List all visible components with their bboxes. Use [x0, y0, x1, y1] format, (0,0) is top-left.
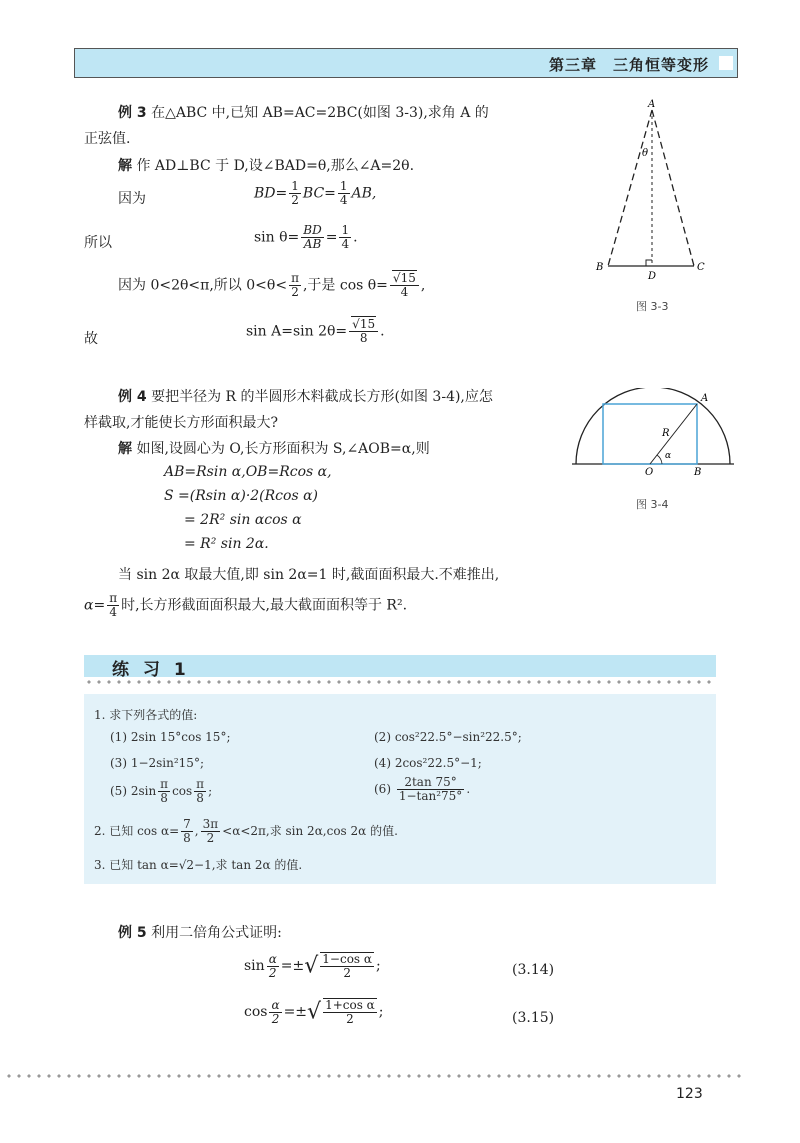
i6-frac-num: 2tan 75° — [397, 776, 464, 790]
example4-sol-label: 解 — [118, 441, 132, 457]
q2-frac1 — [181, 818, 193, 845]
example3-label: 例 3 — [118, 105, 147, 121]
bd-frac2-num: 1 — [339, 179, 348, 193]
bd-frac2-den: 4 — [339, 193, 348, 208]
sin-lhs: sin θ= — [254, 229, 300, 246]
f1-radicand-num: 1−cos α — [322, 952, 373, 966]
example3-sinA-equation — [246, 318, 385, 345]
figure-3-3-triangle — [590, 96, 720, 286]
exercise-q3: 3. 已知 tan α=√2−1,求 tan 2α 的值. — [94, 858, 303, 872]
i6-frac — [397, 776, 464, 803]
bd-frac1-num: 1 — [291, 179, 299, 193]
example3-sol-label: 解 — [118, 158, 132, 174]
label-a4: A — [701, 393, 709, 404]
i5-pre: (5) 2sin — [110, 784, 157, 799]
sinA-frac-den: 8 — [359, 331, 368, 346]
figure-3-4-semicircle — [568, 388, 738, 480]
exercise-item6 — [374, 776, 470, 803]
f1-eq: =± — [280, 958, 305, 975]
angle-alpha-arc — [657, 455, 662, 464]
c2-rest: 时,长方形截面面积最大,最大截面面积等于 R². — [121, 597, 408, 614]
sinA-frac — [349, 318, 378, 345]
formula-number-3-15: (3.15) — [512, 1010, 555, 1026]
bd-frac1-den: 2 — [291, 193, 299, 208]
figure-3-3-caption: 图 3-3 — [636, 300, 669, 313]
example3-range-line — [118, 272, 425, 299]
exercise-item1: (1) 2sin 15°cos 15°; — [110, 730, 231, 744]
label-alpha: α — [665, 451, 672, 461]
i5-frac1-den: 8 — [160, 791, 168, 806]
example4-prompt: 要把半径为 R 的半圆形木料截成长方形(如图 3-4),应怎 — [151, 389, 493, 405]
label-theta: θ — [642, 148, 649, 159]
bd-lhs: BD= — [254, 185, 288, 202]
example4-line2: S =(Rsin α)·2(Rcos α) — [164, 488, 318, 504]
label-r: R — [662, 428, 670, 439]
cos-frac-den: 4 — [400, 285, 409, 300]
example4-line1: AB=Rsin α,OB=Rcos α, — [164, 464, 332, 480]
figure-3-4-caption: 图 3-4 — [636, 498, 669, 511]
range-text: 因为 0<2θ<π,所以 0<θ< — [118, 277, 288, 294]
example3-solution-line — [118, 155, 414, 175]
sin-frac2 — [339, 224, 351, 251]
formula-number-3-14: (3.14) — [512, 962, 555, 978]
example3-sin-equation — [254, 224, 358, 251]
f2-radicand-frac — [323, 998, 377, 1026]
f1-radicand-den: 2 — [343, 966, 351, 981]
right-angle-mark — [646, 260, 652, 266]
i6-end: . — [466, 782, 471, 797]
f1-half-frac — [267, 953, 279, 980]
example5-prompt: 利用二倍角公式证明: — [151, 925, 282, 941]
example3-sol: 作 AD⊥BC 于 D,设∠BAD=θ,那么∠A=2θ. — [136, 158, 415, 174]
i5-frac2-den: 8 — [196, 791, 204, 806]
exercise-box — [84, 694, 716, 884]
example3-therefore: 故 — [84, 331, 98, 347]
exercise-dotted-divider — [84, 680, 716, 684]
q2-frac2-den: 2 — [206, 831, 215, 846]
sin-frac2-den: 4 — [341, 237, 350, 252]
f2-half-den: 2 — [271, 1011, 280, 1026]
q2-rest: <α<2π,求 sin 2α,cos 2α 的值. — [222, 824, 398, 839]
example3-prompt-line — [118, 102, 489, 122]
sin-frac2-num: 1 — [341, 223, 350, 237]
f1-radical: √ — [304, 953, 319, 979]
bd-frac2 — [338, 180, 350, 207]
f2-half-num: α — [271, 997, 280, 1012]
q2-frac1-num: 7 — [183, 817, 191, 831]
range-frac-num: π — [291, 271, 299, 285]
sin-frac1-num: BD — [303, 223, 322, 237]
f1-end: ; — [376, 958, 381, 975]
f2-eq: =± — [283, 1004, 308, 1021]
label-o: O — [645, 467, 654, 478]
example3-bd-equation — [254, 180, 376, 207]
example5-prompt-line — [118, 922, 282, 942]
cos-frac — [390, 272, 419, 299]
range-end: , — [420, 277, 426, 294]
c2-frac-den: 4 — [109, 605, 117, 620]
example4-line4: = R² sin 2α. — [184, 536, 269, 552]
example4-prompt-line — [118, 386, 493, 406]
example3-prompt: 在△ABC 中,已知 AB=AC=2BC(如图 3-3),求角 A 的 — [151, 105, 489, 121]
example3-so: 所以 — [84, 235, 112, 251]
f2-radicand-den: 2 — [346, 1012, 354, 1027]
exercise-q1: 1. 求下列各式的值: — [94, 708, 198, 722]
sin-end: . — [353, 229, 358, 246]
example4-solution-line — [118, 438, 430, 458]
header-marker — [719, 56, 733, 70]
f2-lhs: cos — [244, 1004, 268, 1021]
range-frac — [289, 272, 301, 299]
example5-label: 例 5 — [118, 925, 147, 941]
f2-end: ; — [378, 1004, 384, 1021]
cos-frac-num: √ 15 — [392, 270, 417, 285]
label-b4: B — [694, 467, 702, 478]
f1-lhs: sin — [244, 958, 265, 975]
q2-pre: 2. 已知 cos α= — [94, 824, 180, 839]
f2-half-frac — [269, 999, 281, 1026]
example4-line3: = 2R² sin αcos α — [184, 512, 302, 528]
f2-radical: √ — [307, 999, 322, 1025]
sin-frac1 — [301, 224, 323, 251]
exercise-q2 — [94, 818, 398, 845]
q2-frac2-num: 3π — [202, 817, 219, 831]
label-c: C — [697, 262, 705, 273]
label-b: B — [596, 262, 604, 273]
range-mid: ,于是 cos θ= — [302, 277, 388, 294]
f1-half-num: α — [268, 951, 277, 966]
q2-frac2 — [201, 818, 221, 845]
exercise-header — [84, 655, 716, 680]
footer-dotted-divider — [4, 1074, 744, 1078]
bd-mid: BC= — [302, 185, 336, 202]
i5-frac2 — [194, 778, 206, 805]
example5-formula2 — [244, 998, 384, 1026]
chapter-header-bar — [74, 48, 738, 78]
i6-frac-den: 1−tan²75° — [398, 789, 463, 804]
range-frac-den: 2 — [291, 285, 299, 300]
bd-frac1 — [289, 180, 301, 207]
i5-frac1-num: π — [160, 777, 169, 791]
side-ac — [652, 110, 694, 266]
label-d: D — [648, 271, 657, 282]
f2-radicand-num: 1+cos α — [325, 998, 375, 1012]
exercise-item2: (2) cos²22.5°−sin²22.5°; — [374, 730, 522, 744]
i5-frac1 — [158, 778, 170, 805]
example3-prompt2: 正弦值. — [84, 131, 131, 147]
side-ab — [608, 110, 652, 266]
example4-label: 例 4 — [118, 389, 147, 405]
i5-end: ; — [208, 784, 213, 799]
i5-mid: cos — [172, 784, 193, 799]
exercise-title: 练 习 1 — [112, 660, 190, 680]
label-a: A — [648, 99, 656, 110]
example5-formula1 — [244, 952, 381, 980]
example4-prompt2: 样截取,才能使长方形面积最大? — [84, 415, 278, 431]
example4-conclusion2 — [84, 592, 407, 619]
exercise-item5 — [110, 778, 212, 805]
chapter-title: 第三章 三角恒等变形 — [548, 56, 709, 74]
i5-frac2-num: π — [196, 777, 205, 791]
page-number: 123 — [676, 1086, 703, 1102]
exercise-item3: (3) 1−2sin²15°; — [110, 756, 204, 770]
q2-frac1-den: 8 — [183, 831, 191, 846]
sinA-text: sin A=sin 2θ= — [246, 323, 348, 340]
q2-sep: , — [194, 824, 199, 839]
sin-frac1-den: AB — [303, 237, 322, 252]
inscribed-rectangle — [603, 404, 697, 464]
sinA-end: . — [380, 323, 385, 340]
i6-pre: (6) — [374, 782, 391, 797]
f1-radicand-frac — [320, 952, 374, 980]
exercise-item4: (4) 2cos²22.5°−1; — [374, 756, 482, 770]
sin-eq: = — [325, 229, 338, 246]
f1-half-den: 2 — [268, 965, 277, 980]
c2-lhs: α= — [84, 597, 106, 614]
bd-end: AB, — [351, 185, 377, 202]
example3-because: 因为 — [118, 191, 146, 207]
example4-sol: 如图,设圆心为 O,长方形面积为 S,∠AOB=α,则 — [136, 441, 430, 457]
c2-frac-num: π — [109, 591, 118, 605]
c2-frac — [107, 592, 119, 619]
sinA-frac-num: √ 15 — [351, 316, 376, 331]
example4-conclusion: 当 sin 2α 取最大值,即 sin 2α=1 时,截面面积最大.不难推出, — [118, 567, 500, 583]
